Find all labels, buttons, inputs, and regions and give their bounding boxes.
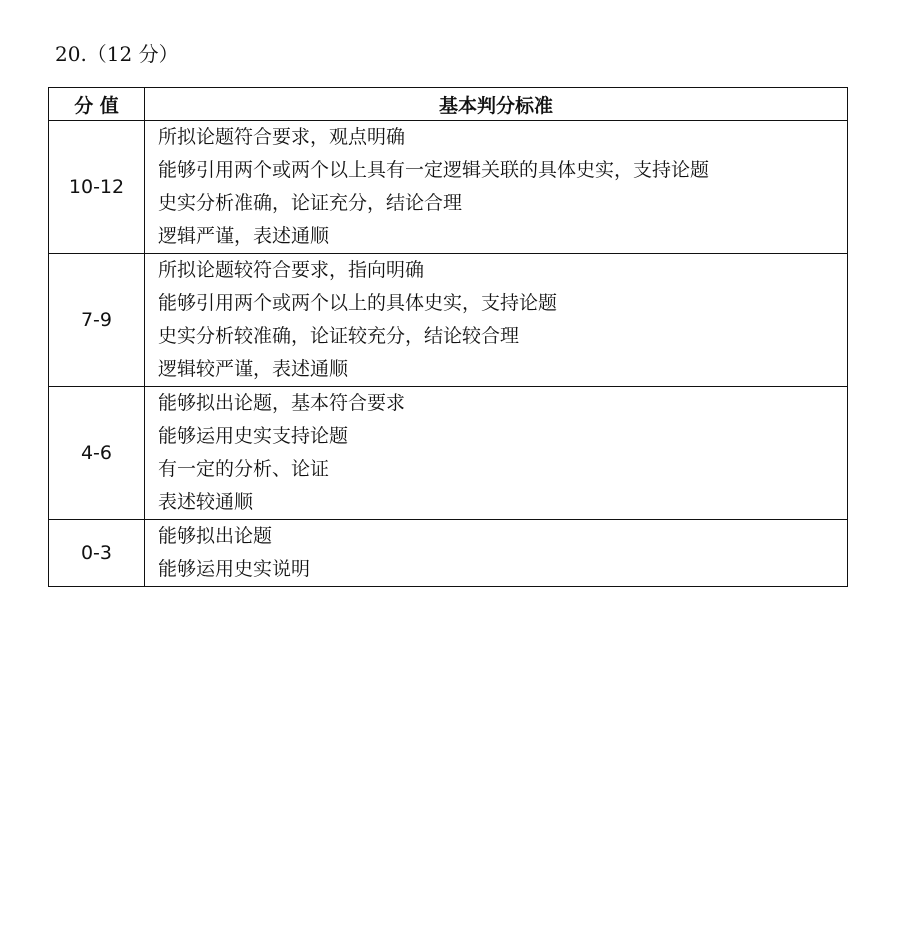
score-range: 4-6 (49, 387, 145, 520)
criteria-line: 能够运用史实支持论题 (158, 425, 349, 447)
header-row (49, 88, 848, 121)
criteria-line: 表述较通顺 (158, 491, 254, 513)
scoring-rubric-table (48, 87, 848, 587)
criteria-cell (145, 254, 848, 387)
table-row (49, 387, 848, 520)
criteria-column-header: 基本判分标准 (145, 88, 848, 121)
criteria-cell (145, 520, 848, 587)
criteria-line: 能够运用史实说明 (158, 558, 311, 580)
criteria-line: 逻辑较严谨，表述通顺 (158, 358, 349, 380)
score-column-header: 分 值 (49, 88, 145, 121)
criteria-line: 能够拟出论题，基本符合要求 (158, 392, 406, 414)
criteria-cell (145, 387, 848, 520)
table-row (49, 520, 848, 587)
question-title: 20.（12 分） (55, 42, 179, 66)
criteria-line: 史实分析较准确，论证较充分，结论较合理 (158, 325, 520, 347)
table-row (49, 121, 848, 254)
criteria-line: 能够引用两个或两个以上的具体史实，支持论题 (158, 292, 558, 314)
criteria-line: 所拟论题较符合要求，指向明确 (158, 259, 425, 281)
score-range: 10-12 (49, 121, 145, 254)
criteria-line: 能够引用两个或两个以上具有一定逻辑关联的具体史实，支持论题 (158, 159, 710, 181)
criteria-line: 所拟论题符合要求，观点明确 (158, 126, 406, 148)
criteria-cell (145, 121, 848, 254)
criteria-line: 有一定的分析、论证 (158, 458, 330, 480)
criteria-line: 史实分析准确，论证充分，结论合理 (158, 192, 463, 214)
score-range: 0-3 (49, 520, 145, 587)
criteria-line: 能够拟出论题 (158, 525, 273, 547)
score-range: 7-9 (49, 254, 145, 387)
criteria-line: 逻辑严谨，表述通顺 (158, 225, 330, 247)
table-row (49, 254, 848, 387)
